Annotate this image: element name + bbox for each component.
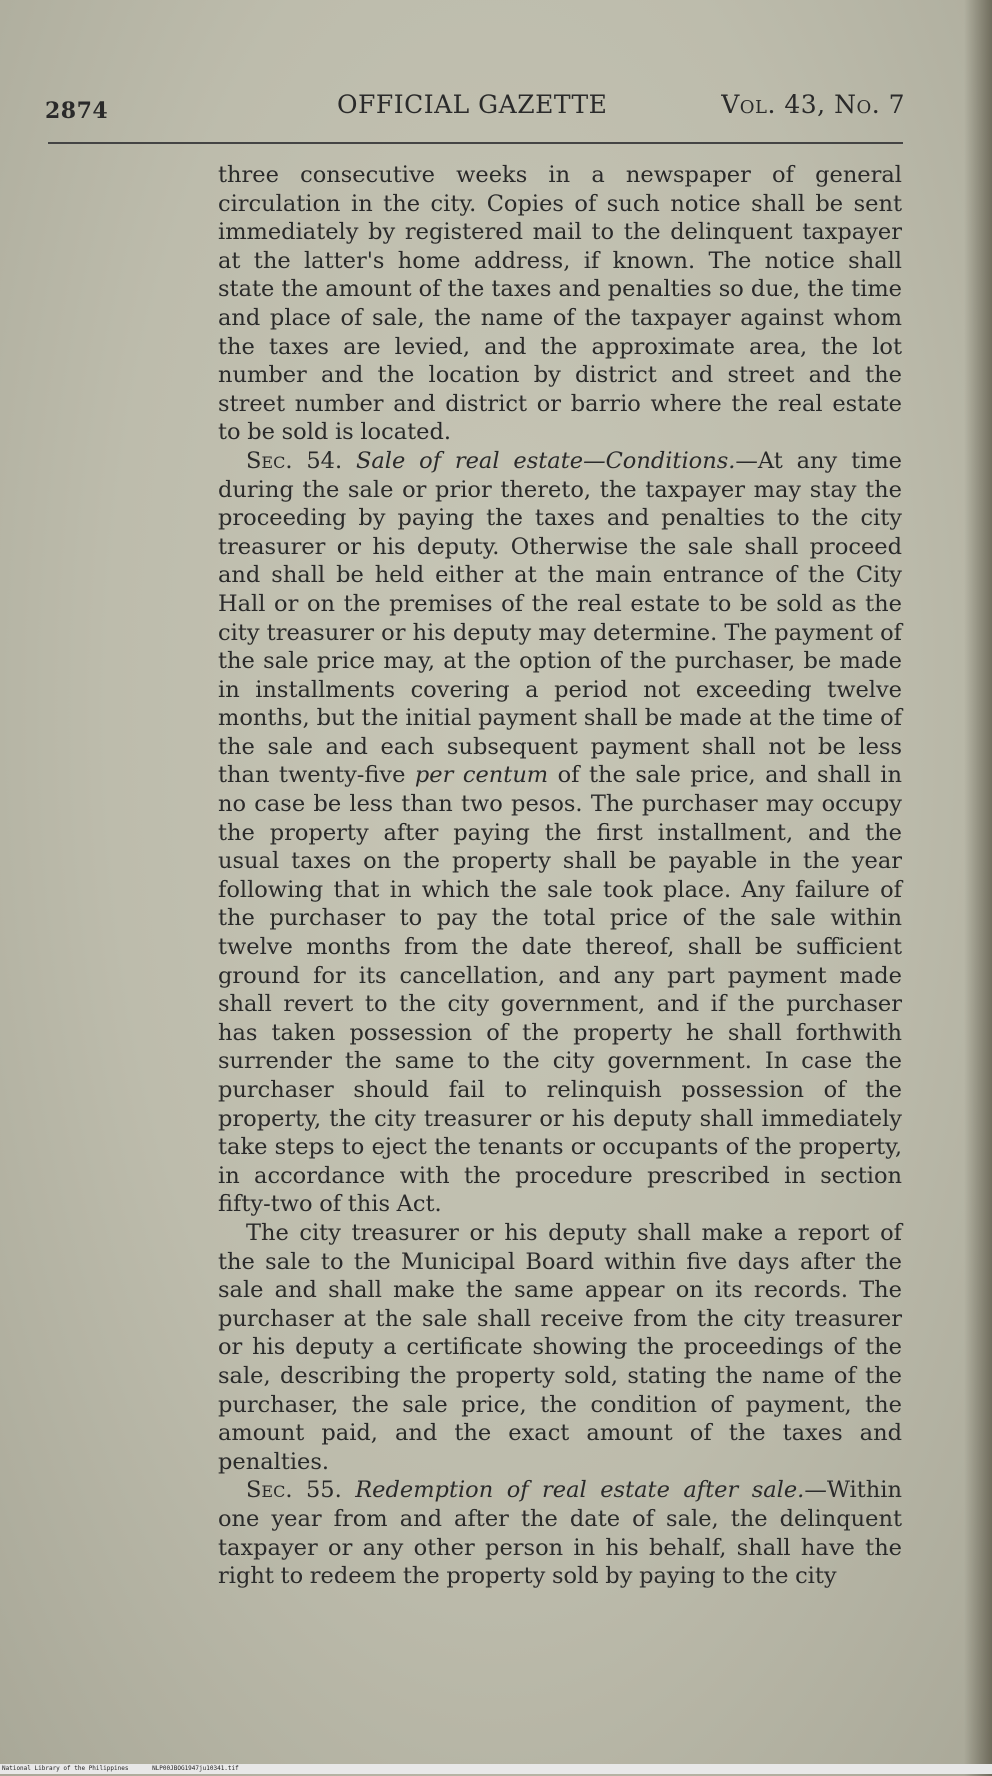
section-54-title: Sale of real estate—Conditions. bbox=[355, 447, 736, 474]
section-54-text-a: —At any time during the sale or prior thereto, the taxpayer may stay the proceeding by paying the taxes and penalties to the city treasurer or his deputy. Otherwise the sale shall proceed and shall be held either at the main entrance of the City Hall or on the premises of the real estate to be sold as the city treasurer or his deputy may determine. The payment of the sale price may, at the option of the purchaser, be made in installments covering a period not exceeding twelve months, but the initial payment shall be made at the time of the sale and each subsequent payment shall not be less than twenty-five bbox=[218, 447, 902, 789]
page-number: 2874 bbox=[45, 98, 109, 124]
paragraph-report: The city treasurer or his deputy shall make a report of the sale to the Municipal Board within five days after the sale and shall make the same appear on its records. The purchaser at the sale shall receive from the city treasurer or his deputy a certificate showing the proceedings of the sale, describing the property sold, stating the name of the purchaser, the sale price, the condition of payment, the amount paid, and the exact amount of the taxes and penalties. bbox=[218, 1219, 902, 1475]
section-54-latin: per centum bbox=[414, 762, 549, 789]
section-54-label: Sec. 54. bbox=[246, 447, 343, 474]
library-credit: National Library of the Philippines bbox=[2, 1765, 129, 1772]
section-55-label: Sec. 55. bbox=[246, 1477, 342, 1504]
section-54-text-b: of the sale price, and shall in no case be less than two pesos. The purchaser may occupy the property after paying the first installment, and the usual taxes on the property shall be payable in the year following that in which the sale took place. Any failure of the purchaser to pay the total price of the sale within twelve months from the date thereof, shall be sufficient ground for its cancellation, and any part payment made shall revert to the city government, and if the purchaser has taken possession of the property he shall forthwith surrender the same to the city government. In case the purchaser should fail to relinquish possession of the property, the city treasurer or his deputy shall immediately take steps to eject the tenants or occupants of the property, in accordance with the procedure prescribed in section fifty-two of this Act. bbox=[218, 762, 902, 1218]
file-name: NLP00JBOG1947ju10341.tif bbox=[152, 1765, 239, 1772]
publication-title: OFFICIAL GAZETTE bbox=[337, 90, 608, 119]
scan-footer bbox=[0, 1764, 992, 1774]
running-header bbox=[45, 90, 905, 130]
section-55-text: —Within one year from and after the date of sale, the delinquent taxpayer or any other person in his behalf, shall have the right to redeem the property sold by paying to the city bbox=[218, 1477, 902, 1590]
page-edge-shadow bbox=[964, 0, 992, 1776]
body-text bbox=[218, 161, 902, 1591]
header-rule bbox=[48, 142, 903, 144]
section-54 bbox=[218, 447, 902, 1219]
volume-number: Vol. 43, No. 7 bbox=[721, 90, 905, 119]
paragraph-notice: three consecutive weeks in a newspaper of general circulation in the city. Copies of such notice shall be sent immediately by registered mail to the delinquent taxpayer at the latter's home address, if known. The notice shall state the amount of the taxes and penalties so due, the time and place of sale, the name of the taxpayer against whom the taxes are levied, and the approximate area, the lot number and the location by district and street and the street number and district or barrio where the real estate to be sold is located. bbox=[218, 162, 902, 446]
section-55 bbox=[218, 1476, 902, 1590]
section-55-title: Redemption of real estate after sale. bbox=[355, 1477, 805, 1504]
